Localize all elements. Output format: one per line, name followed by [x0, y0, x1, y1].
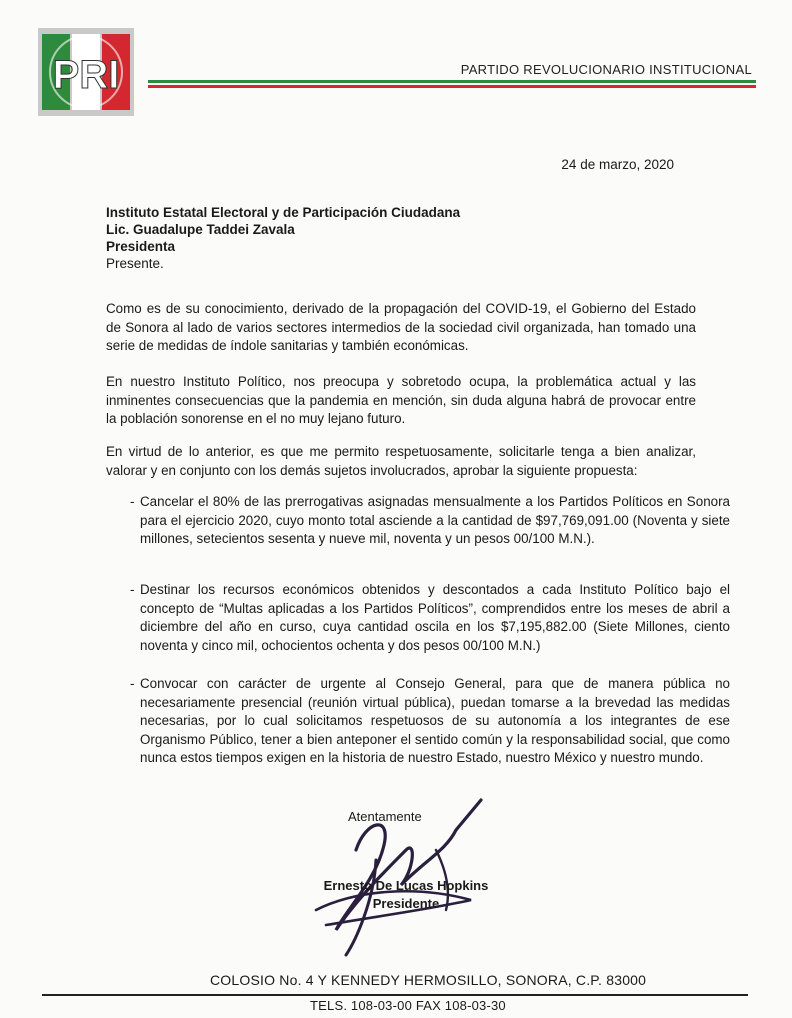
- footer-phones: TELS. 108-03-00 FAX 108-03-30: [310, 998, 506, 1013]
- list-item-text: Destinar los recursos económicos obtenidos y descontados a cada Instituto Político bajo el concepto de “Multas aplicadas a los Partidos Políticos”, comprendidos entre los meses de abril a diciembre del año en curso, cuya cantidad oscila en los $7,195,882.00 (Siete Millones, ciento noventa y cinco mil, ochocientos ochenta y dos pesos 00/100 M.N.): [140, 582, 730, 653]
- bullet-marker: -: [130, 676, 135, 691]
- recipient-salutation: Presente.: [106, 256, 164, 271]
- bullet-marker: -: [130, 582, 135, 597]
- paragraph-3: En virtud de lo anterior, es que me permito respetuosamente, solicitarle tenga a bien analizar, valorar y en conjunto con los demás sujetos involucrados, aprobar la siguiente propuesta:: [106, 444, 696, 478]
- letter-date: 24 de marzo, 2020: [561, 157, 674, 172]
- signer-title: Presidente: [372, 896, 440, 911]
- list-item: [106, 493, 730, 549]
- pri-logo: [38, 28, 134, 116]
- paragraph-1: Como es de su conocimiento, derivado de la propagación del COVID-19, el Gobierno del Estado de Sonora al lado de varios sectores intermedios de la sociedad civil organizada, han tomado una serie de medidas de índole sanitarias y también económicas.: [106, 301, 696, 353]
- recipient-institution: Instituto Estatal Electoral y de Participación Ciudadana: [106, 205, 461, 220]
- handwritten-signature: [296, 790, 496, 960]
- signer-name: Ernesto De Lucas Hopkins: [323, 878, 489, 893]
- recipient-block: [106, 204, 706, 272]
- list-item-text: Cancelar el 80% de las prerrogativas asignadas mensualmente a los Partidos Políticos en Sonora para el ejercicio 2020, cuyo monto total asciende a la cantidad de $97,769,091.00 (Noventa y siete millones, setecientos sesenta y nueve mil, noventa y un pesos 00/100 M.N.).: [140, 494, 730, 546]
- header-rule-red: [148, 85, 756, 88]
- list-item: [106, 675, 730, 768]
- list-item: [106, 581, 730, 655]
- paragraph-2: En nuestro Instituto Político, nos preocupa y sobretodo ocupa, la problemática actual y las inminentes consecuencias que la pandemia en mención, sin duda alguna habrá de provocar entre la población sonorense en el no muy lejano futuro.: [106, 374, 696, 426]
- footer-rule: [42, 994, 748, 996]
- recipient-title: Presidenta: [106, 239, 176, 254]
- signer-block: [296, 877, 516, 913]
- party-name: PARTIDO REVOLUCIONARIO INSTITUCIONAL: [460, 62, 752, 77]
- recipient-name: Lic. Guadalupe Taddei Zavala: [106, 222, 295, 237]
- sign-off: Atentamente: [348, 809, 422, 824]
- logo-text: PRI: [52, 53, 120, 97]
- footer-address: COLOSIO No. 4 Y KENNEDY HERMOSILLO, SONORA, C.P. 83000: [210, 972, 647, 988]
- header-rule-green: [148, 80, 756, 83]
- list-item-text: Convocar con carácter de urgente al Consejo General, para que de manera pública no necesariamente presencial (reunión virtual pública), puedan tomarse a la brevedad las medidas necesarias, por lo cual solicitamos respetuosos de su autonomía a los integrantes de ese Organismo Público, tener a bien anteponer el sentido común y la responsabilidad social, que como nunca estos tiempos exigen en la historia de nuestro Estado, nuestro México y nuestro mundo.: [140, 676, 730, 765]
- bullet-marker: -: [130, 494, 135, 509]
